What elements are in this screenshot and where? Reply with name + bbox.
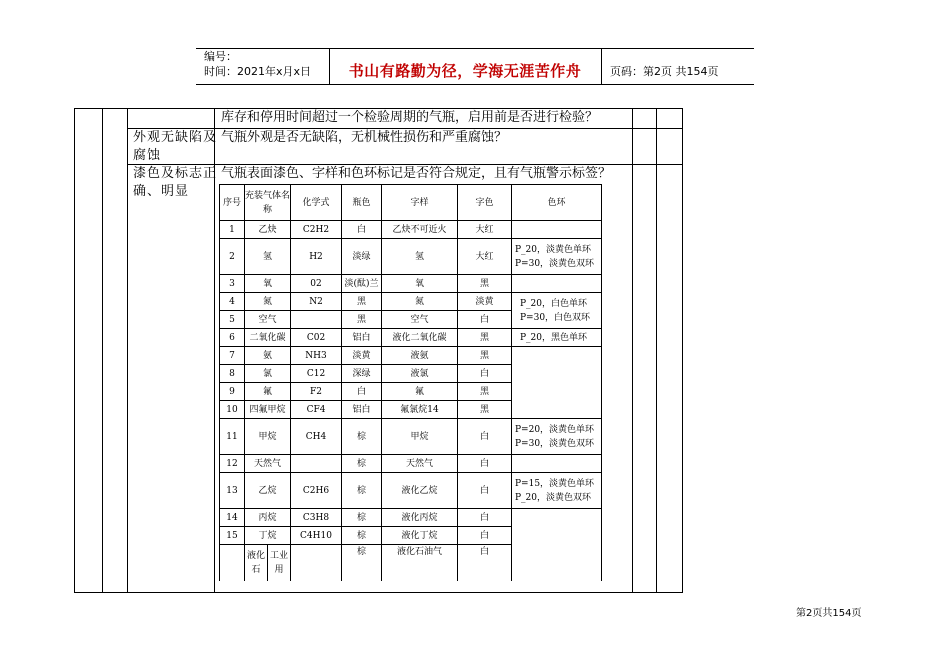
cell-no: 11 <box>220 419 245 455</box>
cell-lettering-color: 大红 <box>458 221 512 239</box>
cell-lettering-color: 白 <box>458 473 512 509</box>
cell-no: 15 <box>220 527 245 545</box>
cell-no: 8 <box>220 365 245 383</box>
table-row <box>220 329 602 347</box>
cell-lettering-color: 白 <box>458 419 512 455</box>
cell-no: 14 <box>220 509 245 527</box>
header-cell: 序号 <box>220 185 245 221</box>
cell-ring <box>512 509 602 582</box>
cell-bottle-color: 铝白 <box>342 401 382 419</box>
cell-lettering: 甲烷 <box>382 419 458 455</box>
header-bottom-rule <box>196 84 754 85</box>
header-cell: 色环 <box>512 185 602 221</box>
cell-no: 13 <box>220 473 245 509</box>
cell-gas-name: 氟 <box>245 383 291 401</box>
cell-gas-name: 乙烷 <box>245 473 291 509</box>
cell-gas-name: 乙炔 <box>245 221 291 239</box>
gas-cylinder-color-table <box>219 184 602 581</box>
header-meta <box>204 49 311 79</box>
cell-lettering-color: 黑 <box>458 401 512 419</box>
cell-bottle-color: 淡绿 <box>342 239 382 275</box>
cell-formula: F2 <box>291 383 342 401</box>
cell-lettering-color: 白 <box>458 365 512 383</box>
cell-gas-name: 氮 <box>245 293 291 311</box>
cell-lettering: 空气 <box>382 311 458 329</box>
table-row <box>220 455 602 473</box>
check-category-paint: 漆色及标志正确、明显 <box>133 166 218 199</box>
cell-no: 9 <box>220 383 245 401</box>
cell-lettering: 液氯 <box>382 365 458 383</box>
cell-formula <box>291 311 342 329</box>
cell-ring: P_20，黑色单环 <box>512 329 602 347</box>
check-item-paint: 气瓶表面漆色、字样和色环标记是否符合规定，且有气瓶警示标签？ <box>221 166 612 181</box>
header-cell: 字样 <box>382 185 458 221</box>
cell-lettering: 液化石油气 <box>382 545 458 582</box>
cell-formula <box>291 545 342 582</box>
header-cell: 瓶色 <box>342 185 382 221</box>
column-rule <box>102 108 103 593</box>
cell-lettering: 氢 <box>382 239 458 275</box>
cell-lettering: 氮 <box>382 293 458 311</box>
cell-bottle-color: 棕 <box>342 419 382 455</box>
cell-bottle-color: 淡(酞)兰 <box>342 275 382 293</box>
cell-lettering-color: 白 <box>458 509 512 527</box>
cell-gas-name: 丁烷 <box>245 527 291 545</box>
cell-lettering: 液氨 <box>382 347 458 365</box>
cell-lettering-color: 黑 <box>458 383 512 401</box>
cell-lettering: 液化二氧化碳 <box>382 329 458 347</box>
cell-formula: CH4 <box>291 419 342 455</box>
cell-bottle-color: 黑 <box>342 293 382 311</box>
cell-gas-name: 氯 <box>245 365 291 383</box>
cell-ring: P_20，淡黄色单环 P=30，淡黄色双环 <box>512 239 602 275</box>
table-row <box>220 275 602 293</box>
cell-bottle-color: 淡黄 <box>342 347 382 365</box>
table-row <box>220 509 602 527</box>
table-row <box>220 419 602 455</box>
gas-name-part: 液化石 <box>246 551 265 575</box>
check-category-appearance: 外观无缺陷及腐蚀 <box>133 130 218 163</box>
cell-bottle-color: 黑 <box>342 311 382 329</box>
table-row <box>220 221 602 239</box>
cell-lettering: 天然气 <box>382 455 458 473</box>
gas-name-part: 工业用 <box>267 545 290 581</box>
cell-formula: C4H10 <box>291 527 342 545</box>
cell-no: 3 <box>220 275 245 293</box>
cell-lettering: 乙炔不可近火 <box>382 221 458 239</box>
cell-formula: N2 <box>291 293 342 311</box>
table-row <box>220 293 602 311</box>
cell-no: 7 <box>220 347 245 365</box>
cell-lettering: 氟氯烷14 <box>382 401 458 419</box>
cell-formula <box>291 455 342 473</box>
cell-no: 6 <box>220 329 245 347</box>
cell-no <box>220 545 245 582</box>
cell-gas-name <box>245 545 291 582</box>
cell-bottle-color: 白 <box>342 221 382 239</box>
table-row <box>220 473 602 509</box>
header-cell: 充装气体名称 <box>245 185 291 221</box>
cell-bottle-color: 白 <box>342 383 382 401</box>
cell-lettering: 氧 <box>382 275 458 293</box>
cell-no: 4 <box>220 293 245 311</box>
check-item-storage: 库存和停用时间超过一个检验周期的气瓶，启用前是否进行检验？ <box>221 110 599 125</box>
cell-gas-name: 四氟甲烷 <box>245 401 291 419</box>
cell-lettering-color: 大红 <box>458 239 512 275</box>
cell-bottle-color: 棕 <box>342 473 382 509</box>
table-row <box>220 347 602 365</box>
column-rule <box>127 108 128 593</box>
cell-lettering-color: 黑 <box>458 275 512 293</box>
cell-lettering-color: 白 <box>458 545 512 582</box>
cell-formula: CF4 <box>291 401 342 419</box>
cell-formula: C02 <box>291 329 342 347</box>
cell-ring: P=20，淡黄色单环 P=30，淡黄色双环 <box>512 419 602 455</box>
table-header-row <box>220 185 602 221</box>
cell-formula: H2 <box>291 239 342 275</box>
header-motto: 书山有路勤为径，学海无涯苦作舟 <box>348 62 582 80</box>
cell-bottle-color: 棕 <box>342 527 382 545</box>
footer-page-label: 第2页共154页 <box>796 608 862 619</box>
cell-lettering-color: 白 <box>458 527 512 545</box>
cell-gas-name: 甲烷 <box>245 419 291 455</box>
cell-bottle-color: 铝白 <box>342 329 382 347</box>
cell-lettering-color: 黑 <box>458 329 512 347</box>
cell-no: 1 <box>220 221 245 239</box>
cell-gas-name: 丙烷 <box>245 509 291 527</box>
cell-lettering-color: 淡黄 <box>458 293 512 311</box>
cell-gas-name: 氧 <box>245 275 291 293</box>
header-cell: 字色 <box>458 185 512 221</box>
table-row <box>220 239 602 275</box>
cell-formula: C3H8 <box>291 509 342 527</box>
column-rule <box>632 108 633 593</box>
cell-lettering-color: 黑 <box>458 347 512 365</box>
header-cell: 化学式 <box>291 185 342 221</box>
cell-no: 10 <box>220 401 245 419</box>
cell-bottle-color: 棕 <box>342 455 382 473</box>
cell-formula: C12 <box>291 365 342 383</box>
cell-gas-name: 氨 <box>245 347 291 365</box>
cell-formula: NH3 <box>291 347 342 365</box>
cell-lettering: 液化乙烷 <box>382 473 458 509</box>
header-page-label: 页码：第2页 共154页 <box>610 65 719 78</box>
cell-ring: P_20，白色单环 P=30，白色双环 <box>512 293 602 329</box>
cell-formula: C2H6 <box>291 473 342 509</box>
cell-no: 5 <box>220 311 245 329</box>
check-item-appearance: 气瓶外观是否无缺陷，无机械性损伤和严重腐蚀？ <box>221 130 508 145</box>
cell-ring: P=15，淡黄色单环 P_20，淡黄色双环 <box>512 473 602 509</box>
cell-lettering: 液化丁烷 <box>382 527 458 545</box>
cell-formula: C2H2 <box>291 221 342 239</box>
cell-gas-name: 二氧化碳 <box>245 329 291 347</box>
cell-lettering: 液化丙烷 <box>382 509 458 527</box>
cell-no: 12 <box>220 455 245 473</box>
cell-lettering-color: 白 <box>458 455 512 473</box>
cell-formula: 02 <box>291 275 342 293</box>
cell-ring <box>512 275 602 293</box>
doc-time-label: 时间：2021年x月x日 <box>204 65 312 78</box>
cell-gas-name: 天然气 <box>245 455 291 473</box>
column-rule <box>656 108 657 593</box>
cell-gas-name: 氢 <box>245 239 291 275</box>
cell-ring <box>512 455 602 473</box>
cell-bottle-color: 棕 <box>342 545 382 582</box>
header-divider <box>601 48 602 84</box>
cell-ring <box>512 347 602 419</box>
cell-ring <box>512 221 602 239</box>
cell-bottle-color: 棕 <box>342 509 382 527</box>
cell-no: 2 <box>220 239 245 275</box>
cell-gas-name: 空气 <box>245 311 291 329</box>
cell-bottle-color: 深绿 <box>342 365 382 383</box>
cell-lettering: 氟 <box>382 383 458 401</box>
doc-number-label: 编号： <box>204 50 237 63</box>
cell-lettering-color: 白 <box>458 311 512 329</box>
